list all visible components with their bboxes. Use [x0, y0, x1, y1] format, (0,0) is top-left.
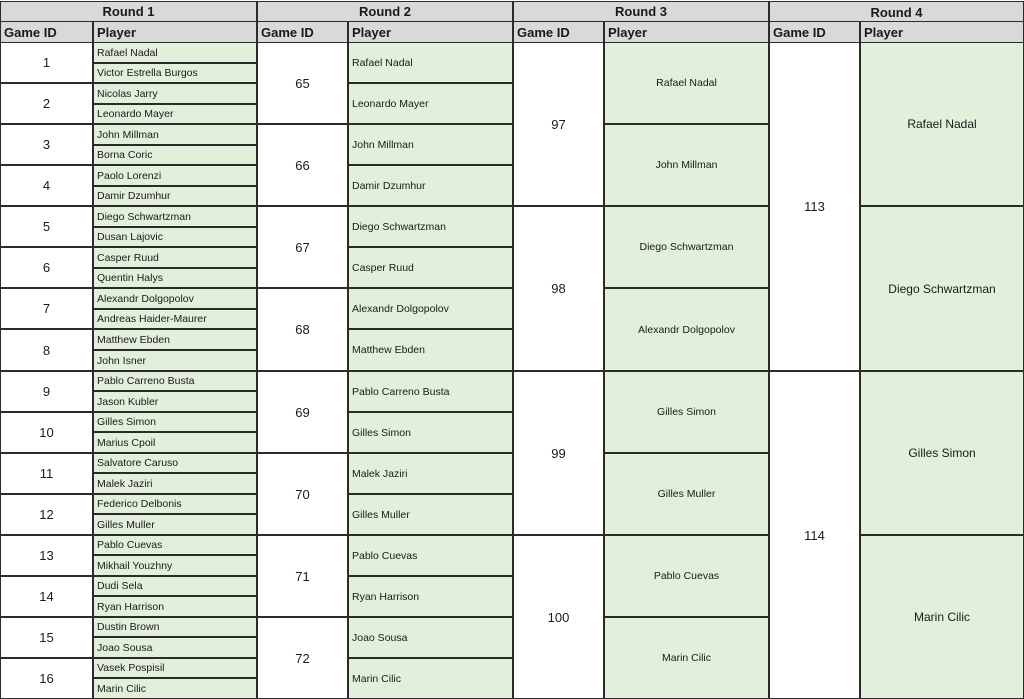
round-2-player-cell[interactable]: Gilles Muller — [348, 494, 513, 535]
round-2-game-id: 65 — [257, 42, 348, 124]
round-3-player-cell[interactable]: Alexandr Dolgopolov — [604, 288, 769, 371]
round-1-player-cell[interactable]: Salvatore Caruso — [93, 453, 257, 473]
round-1-game-id: 6 — [0, 247, 93, 288]
round-1-player-cell[interactable]: Jason Kubler — [93, 391, 257, 412]
round-3-game-id-header: Game ID — [513, 21, 604, 43]
round-2-player-cell[interactable]: Matthew Ebden — [348, 329, 513, 371]
round-1-game-id: 5 — [0, 206, 93, 247]
round-3-player-header: Player — [604, 21, 769, 43]
round-2-player-cell[interactable]: Casper Ruud — [348, 247, 513, 288]
round-2-player-cell[interactable]: Marin Cilic — [348, 658, 513, 699]
round-1-player-cell[interactable]: Vasek Pospisil — [93, 658, 257, 678]
round-2-player-cell[interactable]: Damir Dzumhur — [348, 165, 513, 206]
round-1-player-cell[interactable]: Ryan Harrison — [93, 596, 257, 617]
round-2-player-cell[interactable]: Ryan Harrison — [348, 576, 513, 617]
round-1-player-cell[interactable]: Casper Ruud — [93, 247, 257, 268]
round-1-player-cell[interactable]: Gilles Simon — [93, 412, 257, 432]
round-2-player-cell[interactable]: Pablo Cuevas — [348, 535, 513, 576]
round-1-player-cell[interactable]: Victor Estrella Burgos — [93, 63, 257, 83]
round-2-game-id: 66 — [257, 124, 348, 206]
round-3-player-cell[interactable]: John Millman — [604, 124, 769, 206]
round-1-player-cell[interactable]: Andreas Haider-Maurer — [93, 309, 257, 329]
round-1-game-id: 4 — [0, 165, 93, 206]
round-1-player-cell[interactable]: Dustin Brown — [93, 617, 257, 637]
round-1-game-id: 1 — [0, 42, 93, 83]
round-1-player-cell[interactable]: Dudi Sela — [93, 576, 257, 596]
round-1-player-cell[interactable]: Dusan Lajovic — [93, 227, 257, 247]
round-2-game-id: 67 — [257, 206, 348, 288]
round-1-player-cell[interactable]: Gilles Muller — [93, 514, 257, 535]
round-4-player-cell[interactable]: Diego Schwartzman — [860, 206, 1024, 371]
round-1-game-id-header: Game ID — [0, 21, 93, 43]
round-4-game-id-header: Game ID — [769, 21, 860, 43]
round-1-game-id: 7 — [0, 288, 93, 329]
round-3-header: Round 3 — [513, 1, 769, 22]
round-1-game-id: 13 — [0, 535, 93, 576]
round-1-player-cell[interactable]: Marius Cpoil — [93, 432, 257, 453]
round-1-player-cell[interactable]: Pablo Carreno Busta — [93, 371, 257, 391]
round-2-player-cell[interactable]: Gilles Simon — [348, 412, 513, 453]
round-2-player-cell[interactable]: Leonardo Mayer — [348, 83, 513, 124]
round-3-player-cell[interactable]: Pablo Cuevas — [604, 535, 769, 617]
round-1-player-cell[interactable]: John Isner — [93, 350, 257, 371]
round-1-header: Round 1 — [0, 1, 257, 22]
round-4-game-id: 114 — [769, 371, 860, 699]
round-4-header: Round 4 — [769, 1, 1024, 23]
round-1-player-cell[interactable]: Damir Dzumhur — [93, 186, 257, 206]
round-4-game-id: 113 — [769, 42, 860, 371]
round-1-game-id: 16 — [0, 658, 93, 699]
round-1-player-cell[interactable]: Diego Schwartzman — [93, 206, 257, 227]
round-3-game-id: 98 — [513, 206, 604, 371]
round-3-player-cell[interactable]: Gilles Simon — [604, 371, 769, 453]
round-2-game-id: 71 — [257, 535, 348, 617]
round-1-player-cell[interactable]: Leonardo Mayer — [93, 104, 257, 124]
round-1-game-id: 15 — [0, 617, 93, 658]
round-2-header: Round 2 — [257, 1, 513, 22]
round-2-player-cell[interactable]: Joao Sousa — [348, 617, 513, 658]
round-1-player-cell[interactable]: Malek Jaziri — [93, 473, 257, 494]
round-3-game-id: 97 — [513, 42, 604, 206]
round-1-player-cell[interactable]: John Millman — [93, 124, 257, 145]
round-1-game-id: 12 — [0, 494, 93, 535]
round-2-player-header: Player — [348, 21, 513, 43]
round-4-player-cell[interactable]: Rafael Nadal — [860, 42, 1024, 206]
round-3-player-cell[interactable]: Diego Schwartzman — [604, 206, 769, 288]
round-1-player-cell[interactable]: Marin Cilic — [93, 678, 257, 699]
round-4-player-cell[interactable]: Gilles Simon — [860, 371, 1024, 535]
round-1-player-cell[interactable]: Matthew Ebden — [93, 329, 257, 350]
round-1-player-cell[interactable]: Quentin Halys — [93, 268, 257, 288]
round-2-player-cell[interactable]: Alexandr Dolgopolov — [348, 288, 513, 329]
round-1-player-cell[interactable]: Borna Coric — [93, 145, 257, 165]
round-4-player-header: Player — [860, 21, 1024, 43]
round-2-player-cell[interactable]: Rafael Nadal — [348, 42, 513, 83]
round-1-player-cell[interactable]: Rafael Nadal — [93, 42, 257, 63]
round-1-player-cell[interactable]: Joao Sousa — [93, 637, 257, 658]
round-3-player-cell[interactable]: Marin Cilic — [604, 617, 769, 699]
round-1-player-cell[interactable]: Paolo Lorenzi — [93, 165, 257, 186]
round-1-game-id: 9 — [0, 371, 93, 412]
round-2-game-id: 70 — [257, 453, 348, 535]
round-2-game-id: 72 — [257, 617, 348, 699]
round-2-game-id: 68 — [257, 288, 348, 371]
round-1-game-id: 8 — [0, 329, 93, 371]
round-2-game-id: 69 — [257, 371, 348, 453]
round-2-player-cell[interactable]: John Millman — [348, 124, 513, 165]
round-1-player-cell[interactable]: Pablo Cuevas — [93, 535, 257, 555]
round-1-game-id: 14 — [0, 576, 93, 617]
round-1-player-header: Player — [93, 21, 257, 43]
round-2-player-cell[interactable]: Diego Schwartzman — [348, 206, 513, 247]
round-3-game-id: 99 — [513, 371, 604, 535]
round-3-player-cell[interactable]: Gilles Muller — [604, 453, 769, 535]
round-1-game-id: 10 — [0, 412, 93, 453]
round-1-player-cell[interactable]: Mikhail Youzhny — [93, 555, 257, 576]
round-1-player-cell[interactable]: Alexandr Dolgopolov — [93, 288, 257, 309]
round-3-game-id: 100 — [513, 535, 604, 699]
round-3-player-cell[interactable]: Rafael Nadal — [604, 42, 769, 124]
round-1-player-cell[interactable]: Nicolas Jarry — [93, 83, 257, 104]
round-1-game-id: 11 — [0, 453, 93, 494]
round-4-player-cell[interactable]: Marin Cilic — [860, 535, 1024, 699]
round-1-game-id: 3 — [0, 124, 93, 165]
round-2-player-cell[interactable]: Pablo Carreno Busta — [348, 371, 513, 412]
round-1-player-cell[interactable]: Federico Delbonis — [93, 494, 257, 514]
round-1-game-id: 2 — [0, 83, 93, 124]
round-2-player-cell[interactable]: Malek Jaziri — [348, 453, 513, 494]
round-2-game-id-header: Game ID — [257, 21, 348, 43]
